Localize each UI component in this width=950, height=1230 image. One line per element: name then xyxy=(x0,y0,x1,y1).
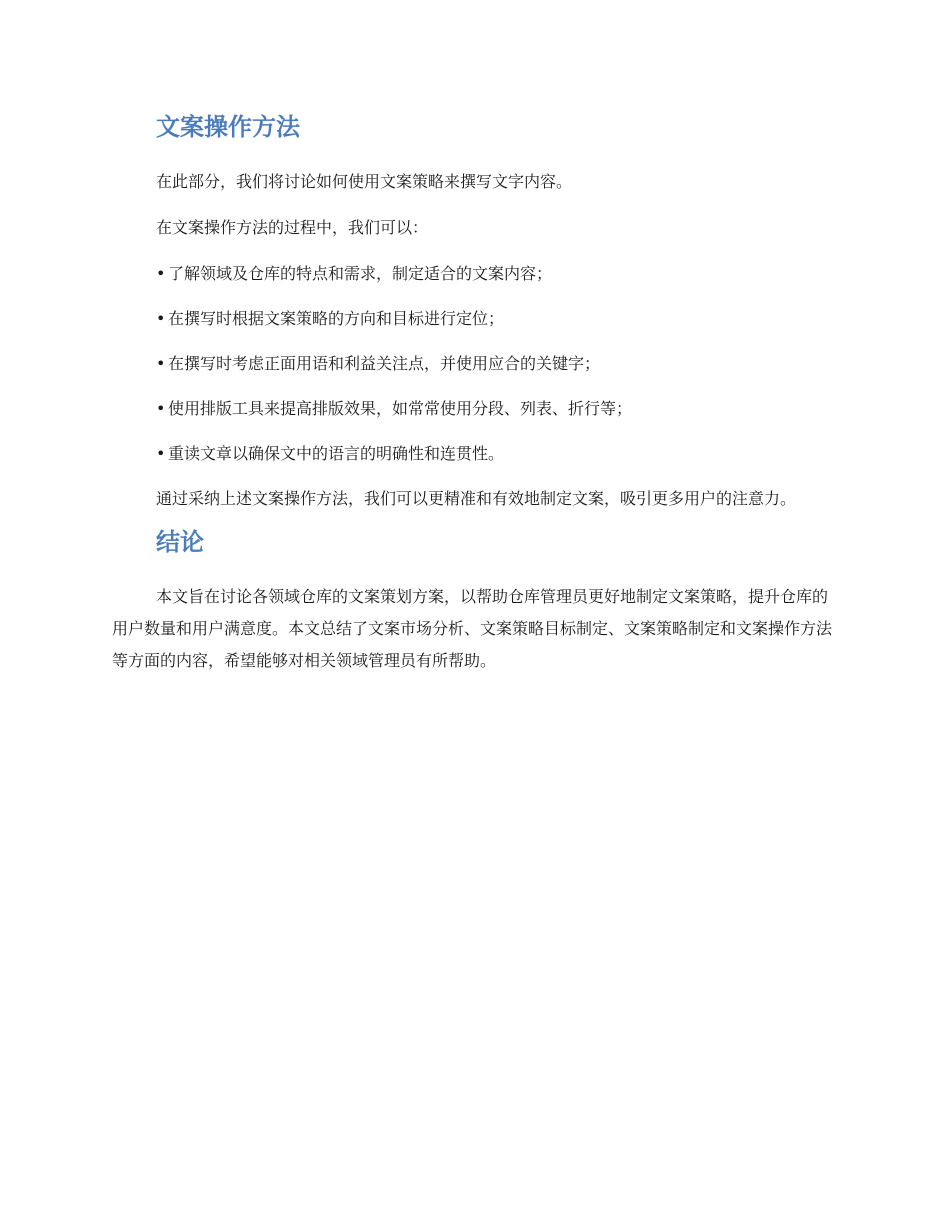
list-item-text: 在撰写时根据文案策略的方向和目标进行定位； xyxy=(168,309,505,328)
lead-paragraph: 在文案操作方法的过程中，我们可以： xyxy=(156,218,429,237)
list-item xyxy=(156,348,832,380)
list-item-text: 了解领域及仓库的特点和需求，制定适合的文案内容； xyxy=(168,264,553,283)
list-item xyxy=(156,303,832,335)
document-page xyxy=(112,100,832,677)
closing-paragraph: 通过采纳上述文案操作方法，我们可以更精准和有效地制定文案，吸引更多用户的注意力。 xyxy=(156,489,797,508)
bullet-icon: • xyxy=(156,309,166,328)
bullet-icon: • xyxy=(156,444,166,463)
list-item xyxy=(156,393,832,425)
conclusion-paragraph: 本文旨在讨论各领域仓库的文案策划方案，以帮助仓库管理员更好地制定文案策略，提升仓库的用户数量和用户满意度。本文总结了文案市场分析、文案策略目标制定、文案策略制定和文案操作方法等方面的内容，希望能够对相关领域管理员有所帮助。 xyxy=(112,587,833,670)
method-list xyxy=(112,258,832,470)
list-item-text: 使用排版工具来提高排版效果，如常常使用分段、列表、折行等； xyxy=(168,399,633,418)
bullet-icon: • xyxy=(156,399,166,418)
list-item xyxy=(156,438,832,470)
list-item xyxy=(156,258,832,290)
bullet-icon: • xyxy=(156,354,166,373)
bullet-icon: • xyxy=(156,264,166,283)
list-item-text: 在撰写时考虑正面用语和利益关注点，并使用应合的关键字； xyxy=(168,354,601,373)
section-heading-conclusion: 结论 xyxy=(156,528,204,556)
list-item-text: 重读文章以确保文中的语言的明确性和连贯性。 xyxy=(168,444,505,463)
intro-paragraph: 在此部分，我们将讨论如何使用文案策略来撰写文字内容。 xyxy=(156,172,573,191)
section-heading-methods: 文案操作方法 xyxy=(156,113,300,141)
